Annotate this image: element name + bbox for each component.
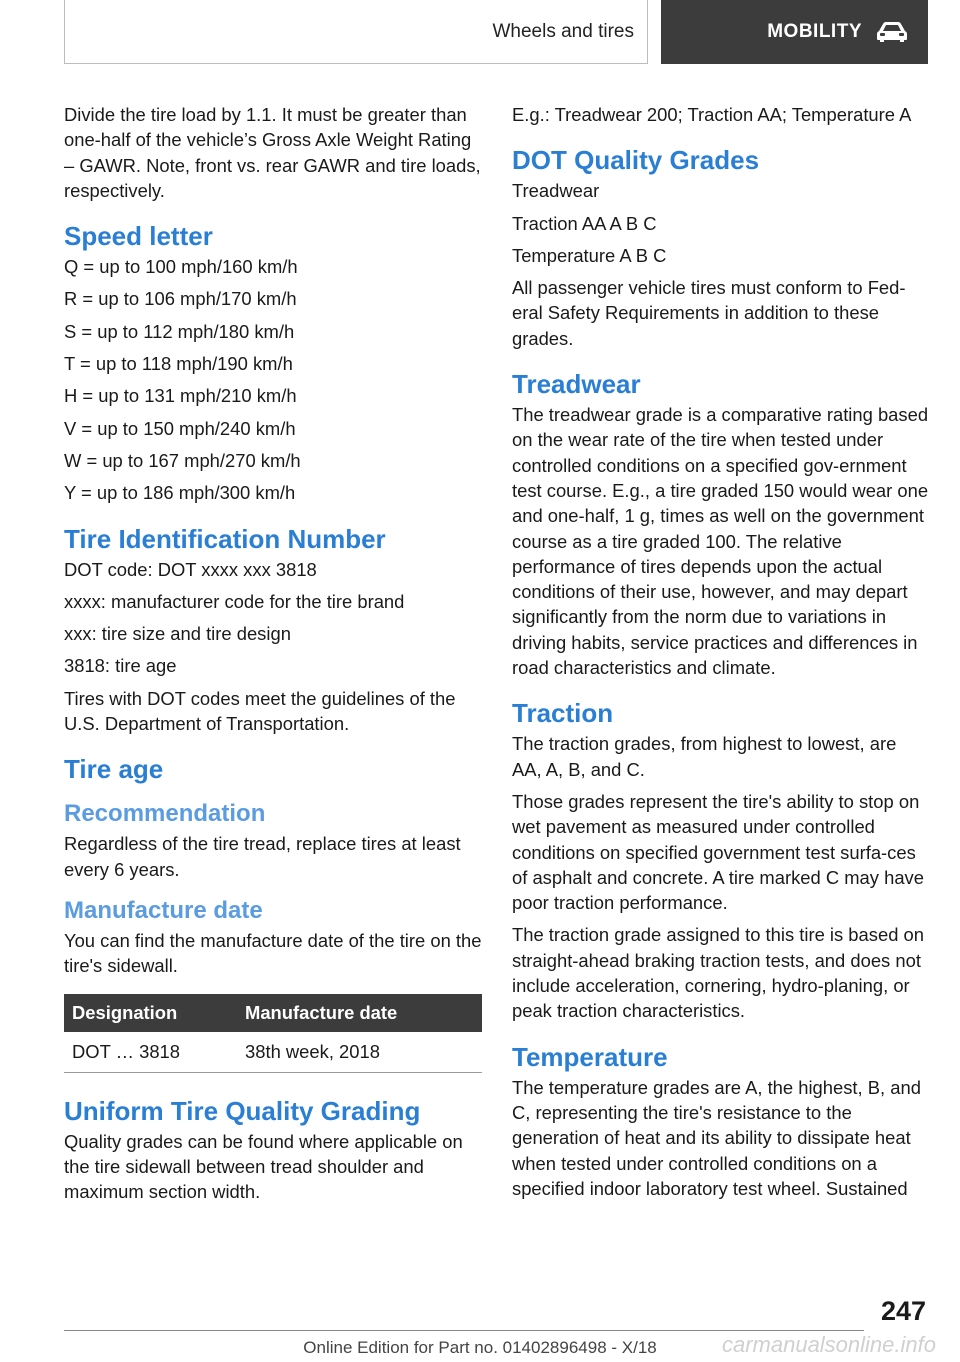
utqg-text: Quality grades can be found where applicable on the tire sidewall between tread shoulder and maximum section width. [64,1130,463,1203]
car-icon [876,21,908,43]
speed-line: W = up to 167 mph/270 km/h [64,449,301,471]
utqg-heading: Uniform Tire Quality Grading [64,1095,421,1126]
page-header [64,0,928,66]
tire-id-note: Tires with DOT codes meet the guidelines of the U.S. Department of Transportation. [64,687,456,735]
manufacture-date-heading: Manufacture date [64,896,263,924]
speed-line: R = up to 106 mph/170 km/h [64,288,297,310]
page-number: 247 [880,1296,926,1326]
traction-paragraph: Those grades represent the tire's ability to stop on wet pavement as measured under controlled conditions on specified government test surfa‐ces of asphalt and concrete. A tire marked C may have poor traction performance. [512,790,924,914]
tire-id-line: xxxx: manufacturer code for the tire brand [64,590,405,612]
table-cell: DOT … 3818 [64,1032,237,1073]
intro-paragraph: Divide the tire load by 1.1. It must be greater than one-half of the vehicle’s Gross Axle Weight Rating – GAWR. Note, front vs. rear GAWR and tire loads, respectively. [64,104,481,201]
recommendation-heading: Recommendation [64,800,266,828]
speed-line: T = up to 118 mph/190 km/h [64,353,293,375]
tire-age-heading: Tire age [64,754,164,785]
table-row [64,1032,482,1073]
recommendation-text: Regardless of the tire tread, replace tires at least every 6 years. [64,833,461,880]
traction-paragraph: The traction grades, from highest to lowest, are AA, A, B, and C. [512,733,897,780]
tire-id-line: 3818: tire age [64,655,177,677]
traction-heading: Traction [512,698,614,729]
speed-line: H = up to 131 mph/210 km/h [64,385,297,407]
grade-line: Traction AA A B C [512,212,657,234]
section-title: Wheels and tires [492,20,634,42]
dot-grades-note: All passenger vehicle tires must conform to Fed‐eral Safety Requirements in addition to these grades. [512,277,906,349]
left-column [64,102,482,1211]
speed-line: Y = up to 186 mph/300 km/h [64,482,296,504]
temperature-text: The temperature grades are A, the highest, B, and C, representing the tire's resistance to the generation of heat and its ability to dissipate heat when tested under controlled conditions on a specified indoor laboratory test wheel. Sustained [512,1076,921,1199]
speed-letter-heading: Speed letter [64,221,213,252]
tire-id-heading: Tire Identification Number [64,523,386,554]
chapter-tab [661,0,928,64]
traction-paragraph: The traction grade assigned to this tire is based on straight-ahead braking traction tests, and does not include acceleration, cornering, hydro‐planing, or peak traction characteristics. [512,924,924,1022]
grade-line: Temperature A B C [512,244,667,266]
tire-id-line: xxx: tire size and tire design [64,623,291,645]
treadwear-heading: Treadwear [512,369,641,400]
speed-line: S = up to 112 mph/180 km/h [64,320,295,342]
tire-id-line: DOT code: DOT xxxx xxx 3818 [64,558,317,580]
table-header-cell: Designation [64,994,237,1032]
speed-line: Q = up to 100 mph/160 km/h [64,256,298,278]
right-column [512,102,930,1208]
chapter-tab-label: MOBILITY [767,21,862,42]
footer-edition: Online Edition for Part no. 01402896498 - X/18 [303,1338,657,1357]
speed-line: V = up to 150 mph/240 km/h [64,417,296,439]
treadwear-text: The treadwear grade is a comparative rating based on the wear rate of the tire when tested under controlled conditions on a specified gov‐ernment test course. E.g., a tire graded 150 would wear one and one-half, 1 g, times as well on the government course as a tire graded 100. The relative performance of tires depends upon the actual conditions of their use, however, and may depart significantly from the norm due to variations in driving habits, service practices and differences in road characteristics and climate. [512,404,929,679]
dot-grades-heading: DOT Quality Grades [512,145,760,176]
footer-divider [64,1330,864,1331]
section-title-box [64,0,648,64]
table-cell: 38th week, 2018 [237,1032,482,1073]
table-header-row [64,994,482,1032]
table-header-cell: Manufacture date [237,994,482,1032]
watermark: carmanualsonline.info [721,1332,936,1357]
temperature-heading: Temperature [512,1041,668,1072]
manufacture-date-text: You can find the manufacture date of the tire on the tire's sidewall. [64,929,482,977]
manufacture-date-table [64,994,482,1073]
grade-line: Treadwear [512,180,600,202]
grade-example: E.g.: Treadwear 200; Traction AA; Temperature A [512,104,912,125]
